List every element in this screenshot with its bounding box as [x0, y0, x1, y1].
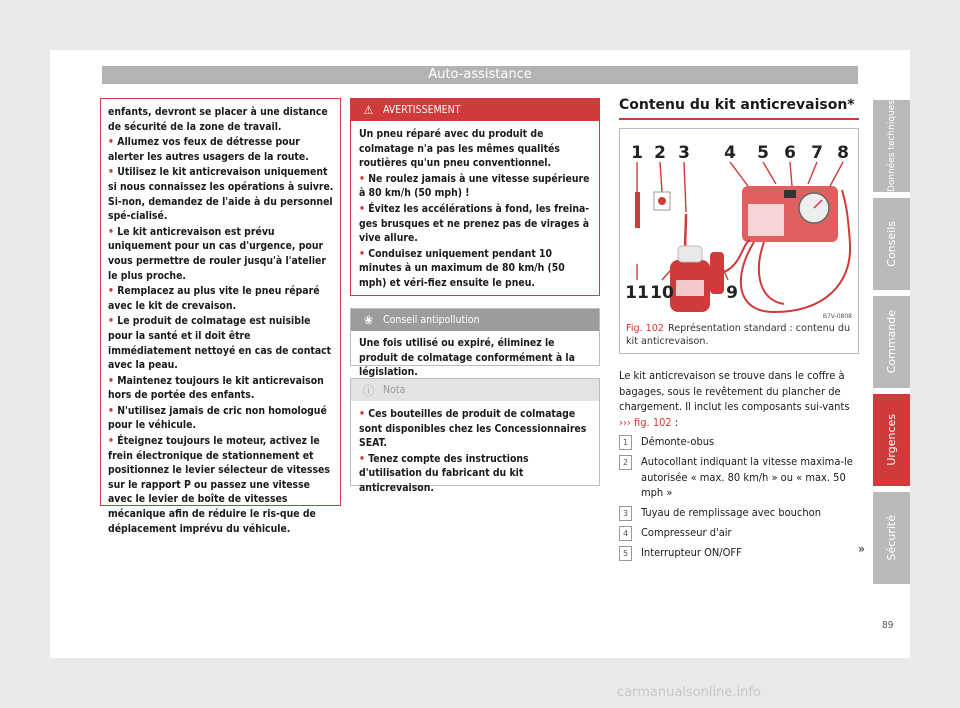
- callout-2: 2: [654, 143, 666, 163]
- callout-11: 11: [625, 283, 649, 303]
- eco-text: Une fois utilisé ou expiré, éliminez le produit de colmatage conformément à la législation.: [359, 337, 575, 379]
- item-text: Interrupteur ON/OFF: [641, 545, 742, 559]
- item-number: 2: [619, 455, 632, 470]
- paragraph: Un pneu réparé avec du produit de colmatage n'a pas les mêmes qualités routières qu'un pneu conventionnel.: [359, 128, 560, 170]
- chapter-header: Auto-assistance: [102, 66, 858, 84]
- watermark: carmanualsonline.info: [617, 685, 761, 700]
- paragraph: • Éteignez toujours le moteur, activez le frein électronique de stationnement et positionnez le levier sélecteur de vitesses sur le rapport P ou passez une vitesse avec le levier de boîte de vitesses mécanique afin de réduire le ris-que de déplacement imprévu du véhicule.: [108, 434, 334, 536]
- tab-label: Conseils: [885, 221, 898, 267]
- paragraph: enfants, devront se placer à une distance de sécurité de la zone de travail.: [108, 106, 328, 133]
- tab-commande[interactable]: [873, 296, 910, 388]
- list-item: [619, 434, 859, 450]
- component-list: [619, 434, 859, 565]
- item-text: Démonte-obus: [641, 435, 715, 448]
- tab-label: Urgences: [885, 414, 898, 466]
- nota-title: Nota: [383, 384, 406, 396]
- paragraph: • Ces bouteilles de produit de colmatage sont disponibles chez les Concessionnaires SEAT.: [359, 407, 591, 451]
- intro-text: Le kit anticrevaison se trouve dans le coffre à bagages, sous le revêtement du plancher de chargement. Il inclut les composants sui-vants: [619, 369, 850, 413]
- item-number: 1: [619, 435, 632, 450]
- tab-label: Données techniques: [886, 99, 897, 193]
- paragraph: • Le kit anticrevaison est prévu uniquement pour un cas d'urgence, pour vous permettre de rouler jusqu'à l'atelier le plus proche.: [108, 225, 334, 283]
- callout-5: 5: [757, 143, 769, 163]
- paragraph: • Tenez compte des instructions d'utilisation du fabricant du kit anticrevaison.: [359, 452, 591, 496]
- callout-10: 10: [650, 283, 674, 303]
- item-number: 3: [619, 506, 632, 521]
- callout-9: 9: [726, 283, 738, 303]
- tab-sécurité[interactable]: [873, 492, 910, 584]
- paragraph: • Le produit de colmatage est nuisible pour la santé et il doit être immédiatement nettoyé en cas de contact avec la peau.: [108, 314, 334, 372]
- intro-paragraph: [619, 368, 859, 430]
- warning-body: [351, 121, 599, 298]
- paragraph: • Évitez les accélérations à fond, les freina-ges brusques et ne prenez pas de virages à vive allure.: [359, 202, 591, 246]
- figure-caption: [626, 322, 856, 348]
- tab-données-techniques[interactable]: [873, 100, 910, 192]
- figure-caption-text: Représentation standard : contenu du kit anticrevaison.: [626, 323, 851, 347]
- item-number: 4: [619, 526, 632, 541]
- item-text: Compresseur d'air: [641, 525, 732, 539]
- figure-102: [619, 128, 859, 354]
- paragraph: • Ne roulez jamais à une vitesse supérieure à 80 km/h (50 mph) !: [359, 172, 591, 201]
- callout-6: 6: [784, 143, 796, 163]
- list-item: [619, 545, 859, 561]
- paragraph: • Conduisez uniquement pendant 10 minutes à un maximum de 80 km/h (50 mph) et véri-fiez ensuite le pneu.: [359, 247, 591, 291]
- info-note-icon: ⓘ: [362, 383, 375, 398]
- nota-body: [351, 401, 599, 503]
- tab-conseils[interactable]: [873, 198, 910, 290]
- paragraph: • Remplacez au plus vite le pneu réparé avec le kit de crevaison.: [108, 284, 334, 313]
- callout-7: 7: [811, 143, 823, 163]
- eco-box: [350, 308, 600, 379]
- continue-arrow: »: [858, 542, 865, 556]
- eco-header: [351, 309, 599, 331]
- title-rule: [619, 118, 859, 120]
- list-item: [619, 454, 859, 501]
- eco-title: Conseil antipollution: [383, 314, 480, 326]
- safety-column: [100, 98, 341, 535]
- figure-code: B7V-0808: [822, 313, 852, 320]
- intro-text-end: :: [671, 415, 679, 429]
- valve-tool-shape: [635, 192, 640, 228]
- item-text: Tuyau de remplissage avec bouchon: [641, 505, 821, 519]
- tab-label: Sécurité: [885, 515, 898, 561]
- paragraph: • Utilisez le kit anticrevaison uniquement si nous connaissez les opérations à suivre. Si-non, demandez de l'aide à du personnel spé-cialisé.: [108, 165, 334, 223]
- paragraph: • N'utilisez jamais de cric non homologué pour le véhicule.: [108, 404, 334, 433]
- callout-8: 8: [837, 143, 849, 163]
- page-number: 89: [882, 620, 894, 631]
- tab-urgences[interactable]: [873, 394, 910, 486]
- callout-4: 4: [724, 143, 736, 163]
- repair-kit-illustration: [624, 134, 856, 320]
- callout-1: 1: [631, 143, 643, 163]
- warning-box: [350, 98, 600, 296]
- nota-box: [350, 378, 600, 494]
- item-text: Autocollant indiquant la vitesse maxima-le autorisée « max. 80 km/h » ou « max. 50 mph »: [641, 455, 853, 499]
- figure-reference-link[interactable]: ››› fig. 102: [619, 415, 672, 429]
- eco-leaf-icon: ❀: [363, 313, 374, 327]
- figure-label: Fig. 102: [626, 323, 664, 334]
- warning-header: [351, 99, 599, 121]
- warning-triangle-icon: ⚠: [363, 103, 374, 117]
- list-item: [619, 505, 859, 521]
- warning-title: AVERTISSEMENT: [383, 104, 461, 116]
- callout-3: 3: [678, 143, 690, 163]
- section-title: Contenu du kit anticrevaison*: [619, 97, 855, 113]
- item-number: 5: [619, 546, 632, 561]
- tab-label: Commande: [885, 310, 898, 374]
- list-item: [619, 525, 859, 541]
- manual-page: [50, 50, 910, 658]
- paragraph: • Allumez vos feux de détresse pour alerter les autres usagers de la route.: [108, 135, 334, 164]
- paragraph: • Maintenez toujours le kit anticrevaison hors de portée des enfants.: [108, 374, 334, 403]
- nota-header: [351, 379, 599, 401]
